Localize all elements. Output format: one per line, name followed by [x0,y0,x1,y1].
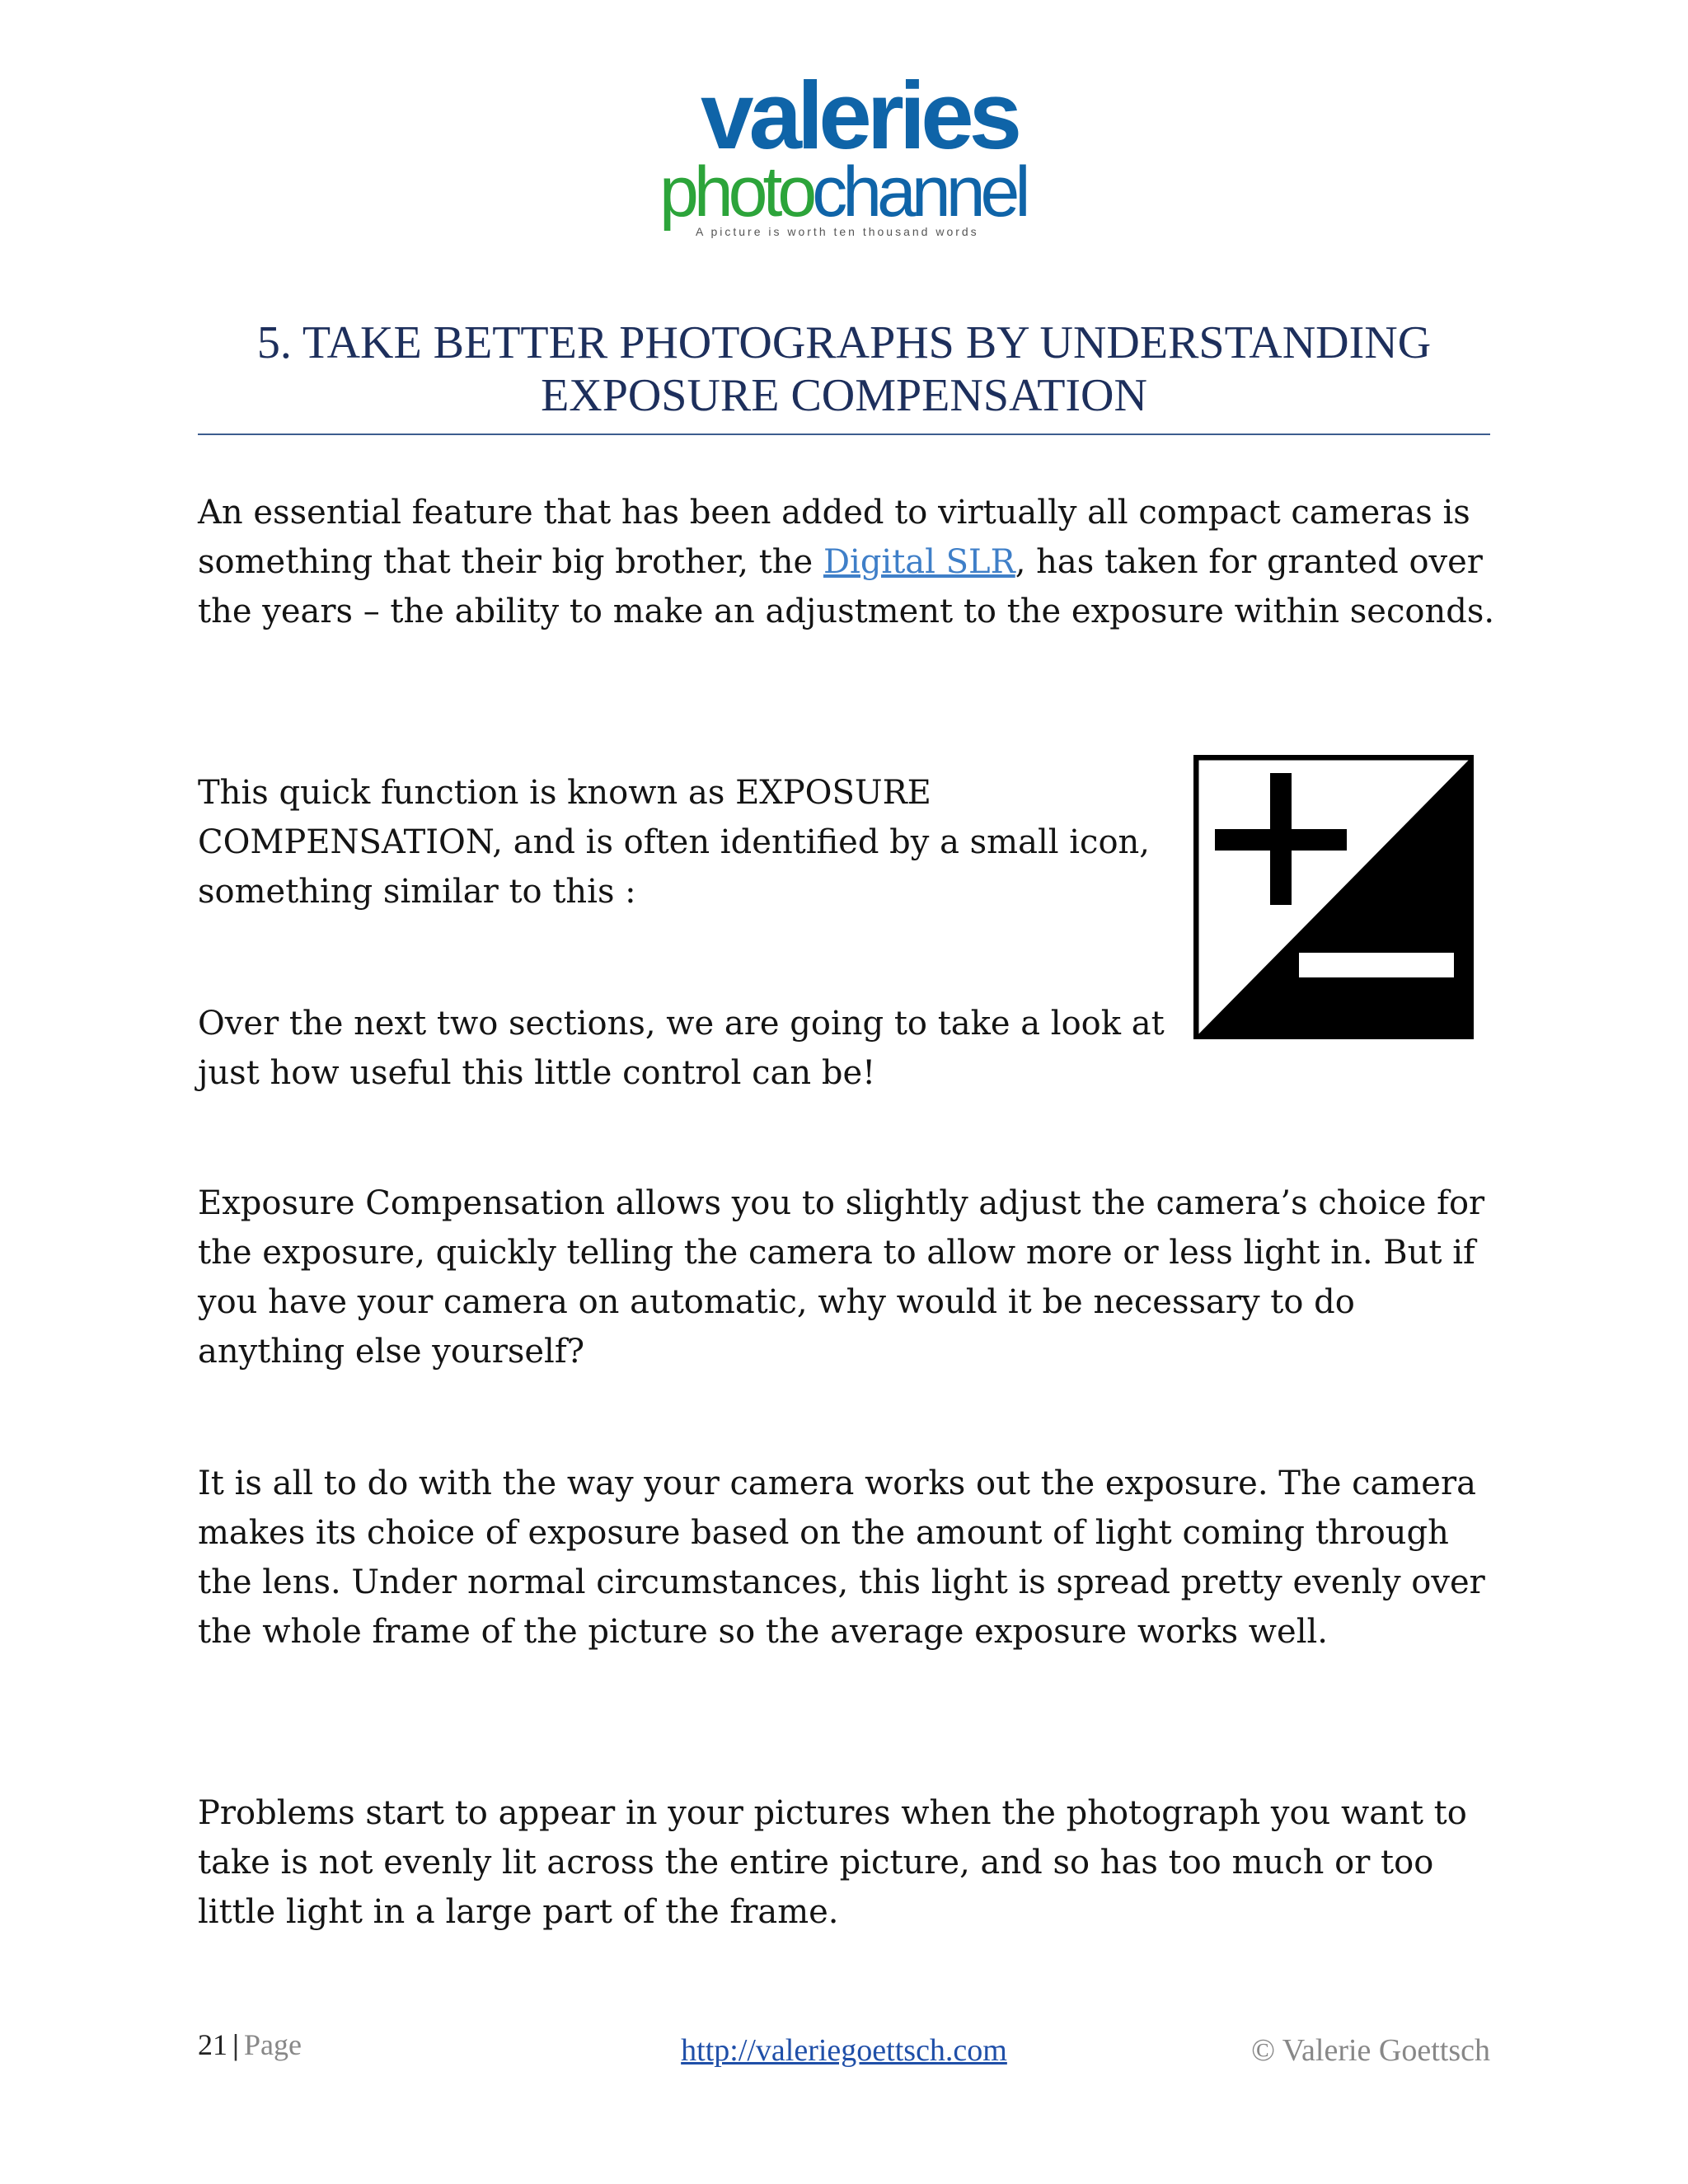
section-heading-line2: EXPOSURE COMPENSATION [541,370,1147,421]
paragraph-intro [198,488,1500,636]
logo-word-channel: channel [812,152,1026,232]
section-heading-line1: 5. TAKE BETTER PHOTOGRAPHS BY UNDERSTANDING [256,317,1432,368]
exposure-compensation-icon [1193,755,1474,1039]
paragraph-intro-text-after: , has taken for granted over the years – the ability to make an adjustment to the exposure within seconds. [198,543,1495,630]
paragraph-intro-text-before: An essential feature that has been added to virtually all compact cameras is something that their big brother, the [198,494,1470,581]
page-separator: | [232,2028,239,2061]
paragraph-explanation: Exposure Compensation allows you to slightly adjust the camera’s choice for the exposure, quickly telling the camera to allow more or less light in. But if you have your camera on automatic, why would it be necessary to do anything else yourself? [198,1184,1485,1371]
logo-word-photo: photo [659,152,813,232]
heading-divider [198,434,1490,435]
digital-slr-link[interactable]: Digital SLR [823,543,1015,581]
logo-tagline: A picture is worth ten thousand words [696,225,979,238]
logo-wordmark-top: valeries [701,62,1018,169]
site-logo [659,62,1039,241]
paragraph-problems: Problems start to appear in your pictures when the photograph you want to take is not evenly lit across the entire picture, and so has too much or too little light in a large part of the frame. [198,1794,1467,1931]
copyright-notice: © Valerie Goettsch [1251,2033,1490,2068]
page-number [198,2027,302,2062]
section-heading [198,316,1490,422]
website-link[interactable]: http://valeriegoettsch.com [681,2033,1007,2068]
paragraph-how-camera-works: It is all to do with the way your camera works out the exposure. The camera makes its choice of exposure based on the amount of light coming through the lens. Under normal circumstances, this light is spread pretty evenly over the whole frame of the picture so the average exposure works well. [198,1465,1485,1651]
paragraph-preview: Over the next two sections, we are going to take a look at just how useful this little control can be! [198,1005,1165,1092]
page-number-value: 21 [198,2028,227,2061]
page-label: Page [243,2028,302,2061]
paragraph-function-name: This quick function is known as EXPOSURE COMPENSATION, and is often identified by a small icon, something similar to this : [198,774,1150,911]
